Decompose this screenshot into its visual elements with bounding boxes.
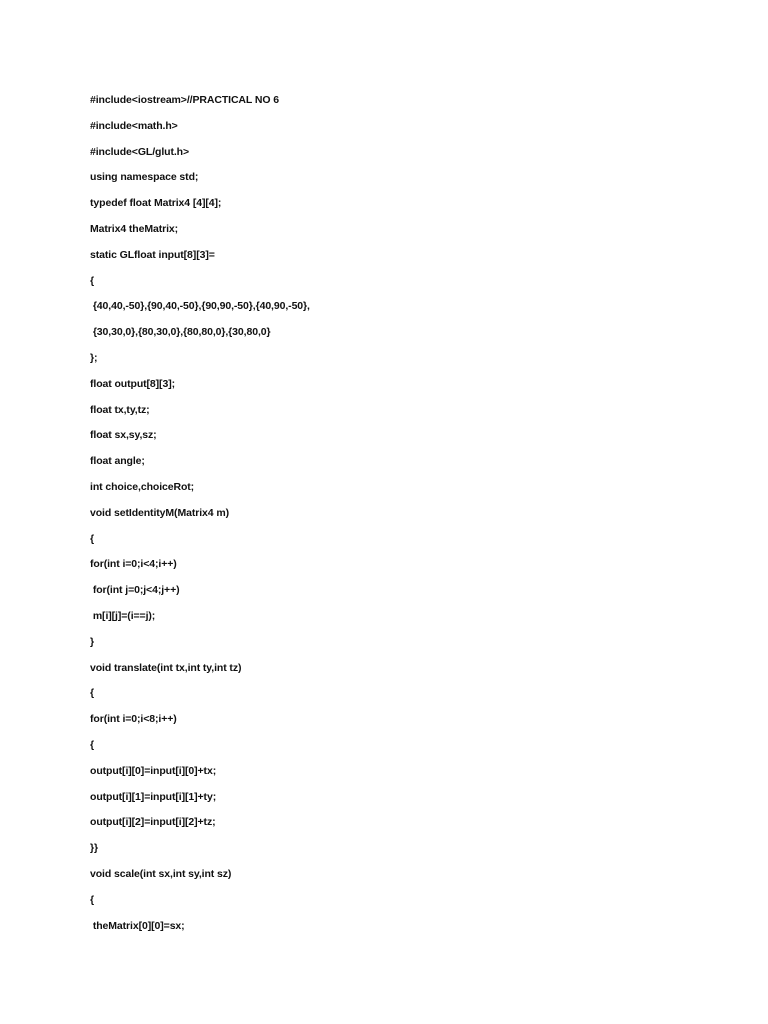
code-line: #include<math.h> [90,119,178,132]
code-line: using namespace std; [90,171,199,184]
code-line: theMatrix[0][0]=sx; [90,919,185,932]
code-line: { [90,738,94,751]
code-line: output[i][2]=input[i][2]+tz; [90,816,216,829]
code-line: float tx,ty,tz; [90,403,150,416]
code-line: output[i][1]=input[i][1]+ty; [90,790,217,803]
code-line: output[i][0]=input[i][0]+tx; [90,764,217,777]
code-line: float sx,sy,sz; [90,429,157,442]
code-line: for(int i=0;i<4;i++) [90,558,177,571]
code-listing [90,93,310,944]
code-line: for(int j=0;j<4;j++) [90,584,180,597]
code-line: void scale(int sx,int sy,int sz) [90,867,232,880]
code-line: { [90,274,94,287]
code-line: typedef float Matrix4 [4][4]; [90,197,222,210]
code-line: Matrix4 theMatrix; [90,222,179,235]
code-line: } [90,635,94,648]
code-line: void translate(int tx,int ty,int tz) [90,661,242,674]
code-line: float output[8][3]; [90,377,175,390]
code-line: {30,30,0},{80,30,0},{80,80,0},{30,80,0} [90,326,271,339]
code-line: { [90,532,94,545]
code-line: }; [90,351,98,364]
code-line: int choice,choiceRot; [90,480,195,493]
code-line: void setIdentityM(Matrix4 m) [90,506,229,519]
code-line: float angle; [90,455,145,468]
code-line: {40,40,-50},{90,40,-50},{90,90,-50},{40,90,-50}, [90,300,310,313]
code-line: #include<GL/glut.h> [90,145,190,158]
code-line: static GLfloat input[8][3]= [90,248,215,261]
code-line: #include<iostream>//PRACTICAL NO 6 [90,94,279,106]
code-line: }} [90,842,98,855]
code-line: { [90,893,94,906]
code-line: { [90,687,94,700]
code-line: for(int i=0;i<8;i++) [90,713,177,726]
code-line: m[i][j]=(i==j); [90,609,156,622]
